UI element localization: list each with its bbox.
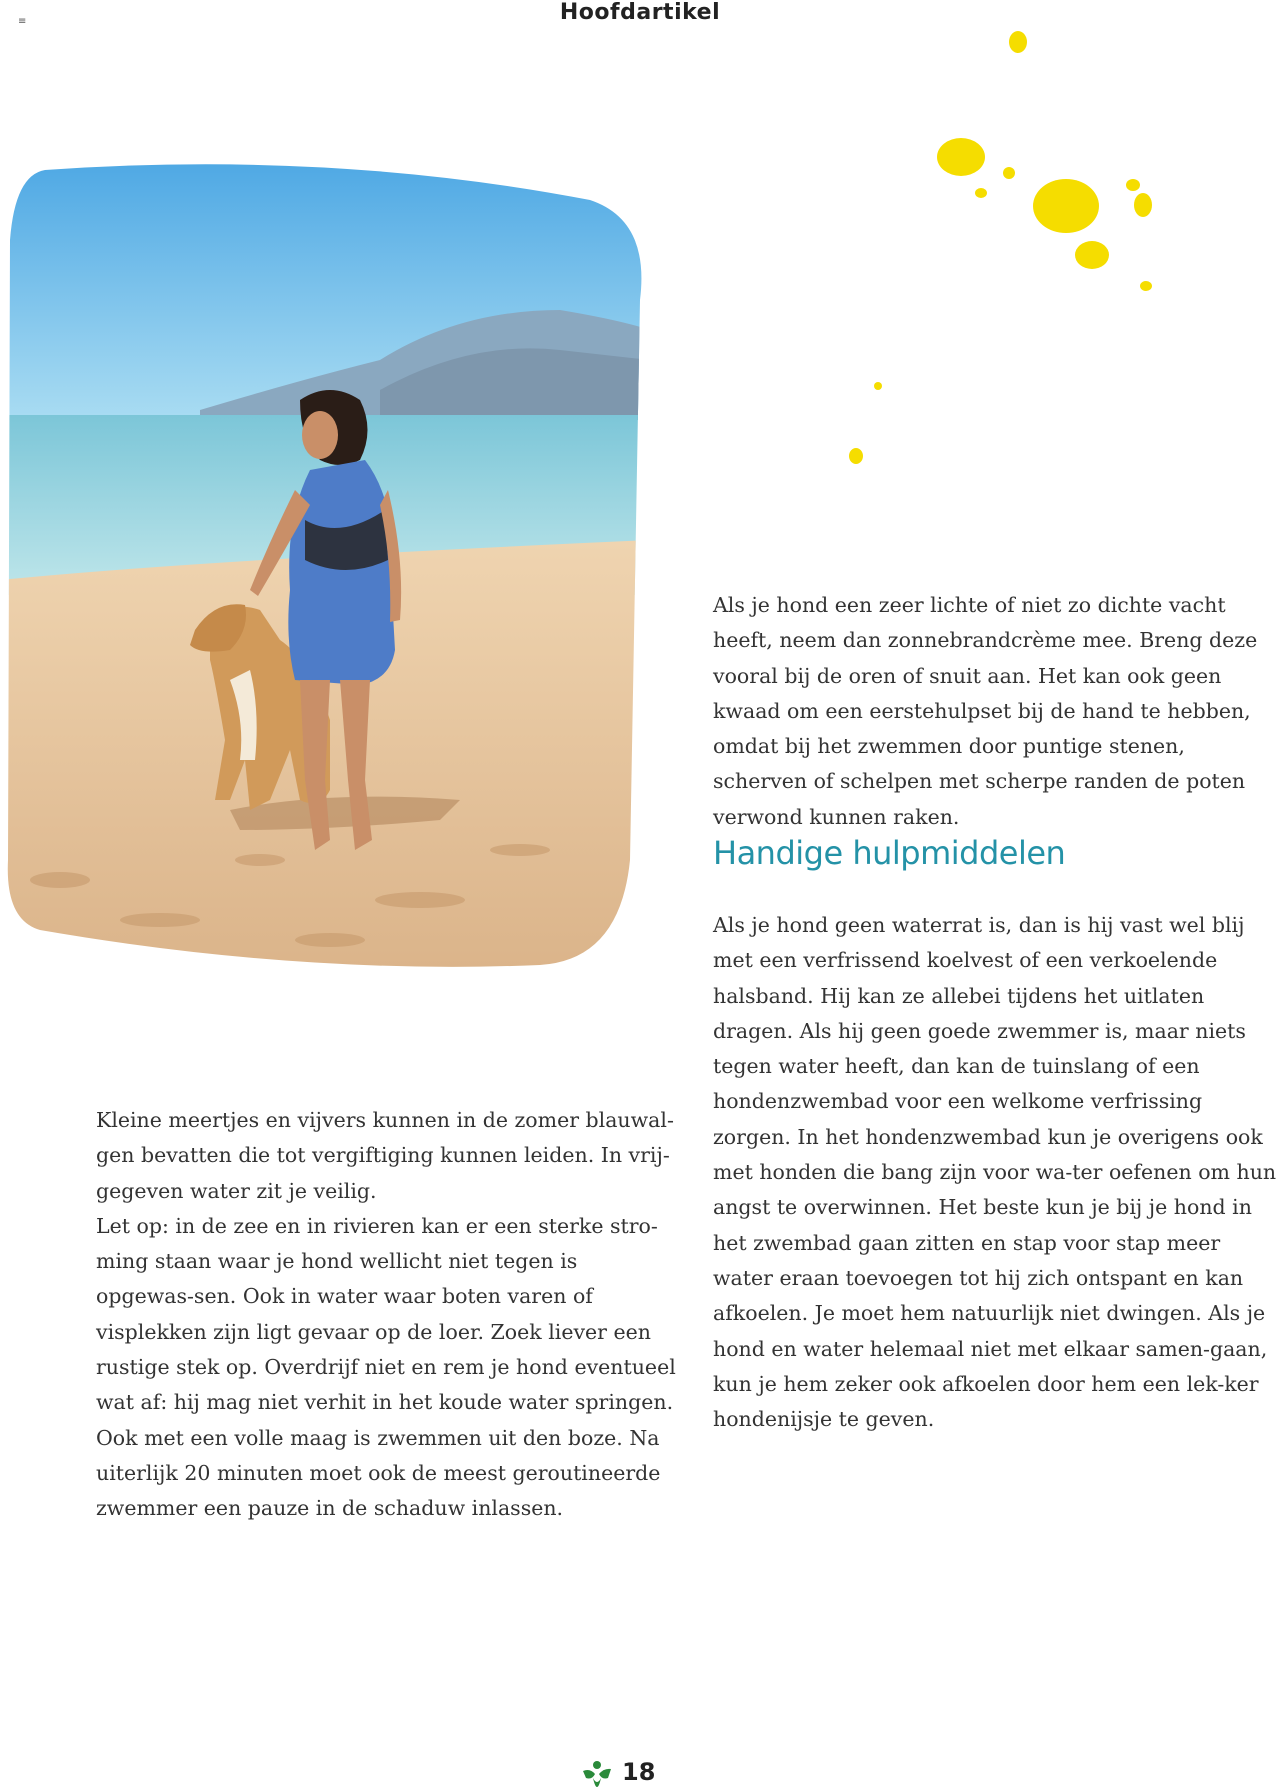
article-right-bottom	[713, 908, 1280, 1437]
section-title: Hoofdartikel	[559, 0, 721, 25]
beach-photo	[0, 160, 650, 970]
right-top-paragraph: Als je hond een zeer lichte of niet zo dichte vacht heeft, neem dan zonnebrandcrème mee. Breng deze vooral bij de oren of snuit aan. Het kan ook geen kwaad om een eerstehulpset bij de hand te hebben, omdat bij het zwemmen door puntige stenen, scherven of schelpen met scherpe randen de poten verwond kunnen raken.	[713, 593, 1258, 829]
article-left-column	[96, 1103, 681, 1527]
left-paragraph-2: Let op: in de zee en in rivieren kan er een sterke stro-ming staan waar je hond wellicht niet tegen is opgewas-sen. Ook in water waar boten varen of visplekken zijn ligt gevaar op de loer. Zoek liever een rustige stek op. Overdrijf niet en rem je hond eventueel wat af: hij mag niet verhit in het koude water springen. Ook met een volle maag is zwemmen uit den boze. Na uiterlijk 20 minuten moet ook de meest geroutineerde zwemmer een pauze in de schaduw inlassen.	[96, 1213, 676, 1521]
subheading: Handige hulpmiddelen	[713, 834, 1066, 872]
article-right-top	[713, 588, 1280, 835]
right-bottom-paragraph: Als je hond geen waterrat is, dan is hij vast wel blij met een verfrissend koelvest of een verkoelende halsband. Hij kan ze allebei tijdens het uitlaten dragen. Als hij geen goede zwemmer is, maar niets tegen water heeft, dan kan de tuinslang of een hondenzwembad voor een welkome verfrissing zorgen. In het hondenzwembad kun je overigens ook met honden die bang zijn voor wa-ter oefenen om hun angst te overwinnen. Het beste kun je bij je hond in het zwembad gaan zitten en stap voor stap meer water eraan toevoegen tot hij zich ontspant en kan afkoelen. Je moet hem natuurlijk niet dwingen. Als je hond en water helemaal niet met elkaar samen-gaan, kun je hem zeker ook afkoelen door hem een lek-ker hondenijsje te geven.	[713, 913, 1277, 1432]
left-paragraph-1: Kleine meertjes en vijvers kunnen in de zomer blauwal-gen bevatten die tot vergiftiging kunnen leiden. In vrij-gegeven water zit je veilig.	[96, 1108, 674, 1203]
page-number: 18	[622, 1758, 656, 1786]
brand-logo-icon	[580, 1758, 614, 1788]
menu-icon[interactable]: ≡	[18, 16, 27, 27]
